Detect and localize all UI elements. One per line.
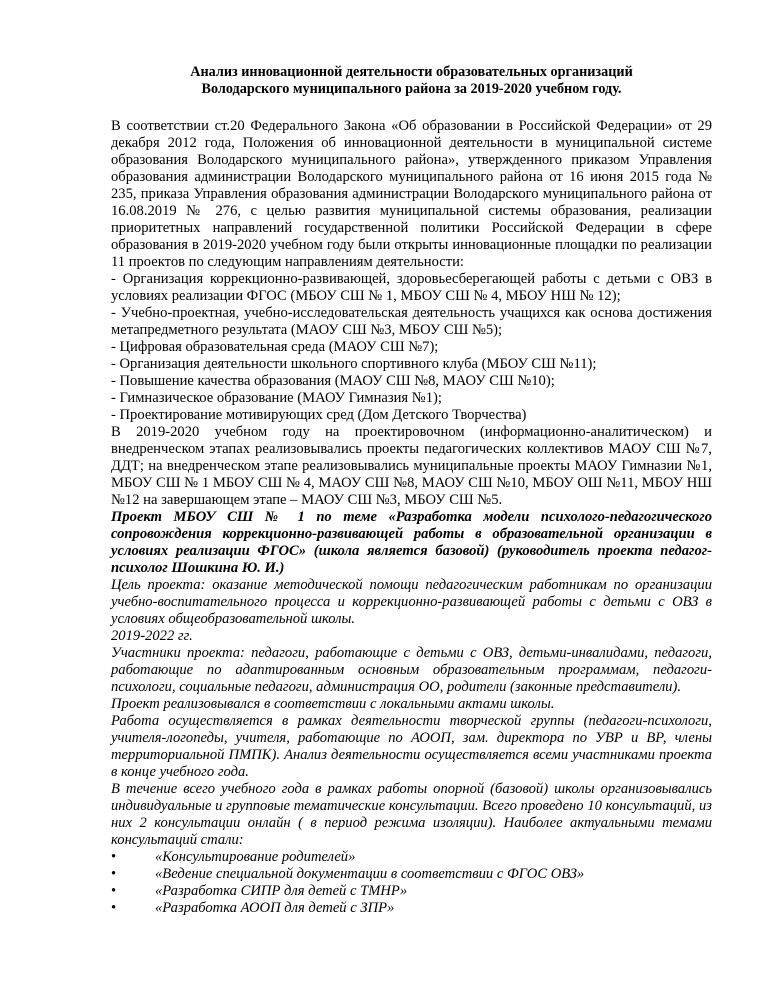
bullet-marker: • [111,883,117,899]
document-body [111,118,712,849]
title-line-2: Володарского муниципального района за 2019-2020 учебном году. [201,81,622,97]
list-item-text: «Разработка АООП для детей с ЗПР» [155,900,395,916]
list-item [111,849,712,866]
list-item [111,900,712,917]
list-item-text: «Консультирование родителей» [155,849,356,865]
list-item [111,866,712,883]
paragraph: В 2019-2020 учебном году на проектировочном (информационно-аналитическом) и внедренческом этапах реализовывались проекты педагогических коллективов МАОУ СШ №7, ДДТ; на внедренческом этапе реализовывались муниципальные проекты МАОУ Гимназии №1, МБОУ СШ № 1 МБОУ СШ № 4, МАОУ СШ №8, МАОУ СШ №10, МБОУ ОШ №11, МБОУ НШ №12 на завершающем этапе – МАОУ СШ №3, МБОУ СШ №5. [111,424,712,508]
paragraph: Проект реализовывался в соответствии с локальными актами школы. [111,696,555,712]
paragraph: Проект МБОУ СШ № 1 по теме «Разработка модели психолого-педагогического сопровождения коррекционно-развивающей работы в образовательной организации в условиях реализации ФГОС» (школа является базовой) (руководитель проекта педагог-психолог Шошкина Ю. И.) [111,509,712,576]
paragraph: - Организация деятельности школьного спортивного клуба (МБОУ СШ №11); [111,356,597,372]
list-item-text: «Разработка СИПР для детей с ТМНР» [155,883,408,899]
paragraph: - Учебно-проектная, учебно-исследовательская деятельность учащихся как основа достижения метапредметного результата (МАОУ СШ №3, МБОУ СШ №5); [111,305,712,338]
paragraph: - Цифровая образовательная среда (МАОУ СШ №7); [111,339,439,355]
list-item [111,883,712,900]
paragraph: Работа осуществляется в рамках деятельности творческой группы (педагоги-психологи, учителя-логопеды, учителя, работающие по АООП, зам. директора по УВР и ВР, члены территориальной ПМПК). Анализ деятельности осуществляется всеми участниками проекта в конце учебного года. [111,713,712,780]
paragraph: - Повышение качества образования (МАОУ СШ №8, МАОУ СШ №10); [111,373,555,389]
paragraph: 2019-2022 гг. [111,628,193,644]
paragraph: Участники проекта: педагоги, работающие с детьми с ОВЗ, детьми-инвалидами, педагоги, работающие по адаптированным основным образовательным программам, педагоги-психологи, социальные педагоги, администрация ОО, родители (законные представители). [111,645,712,695]
bullet-marker: • [111,849,117,865]
bullet-marker: • [111,900,117,916]
paragraph: - Проектирование мотивирующих сред (Дом Детского Творчества) [111,407,527,423]
consultation-topics-list [111,849,712,917]
paragraph: В течение всего учебного года в рамках работы опорной (базовой) школы организовывались индивидуальные и групповые тематические консультации. Всего проведено 10 консультаций, из них 2 консультации онлайн ( в период режима изоляции). Наиболее актуальными темами консультаций стали: [111,781,712,848]
title-line-1: Анализ инновационной деятельности образовательных организаций [190,64,633,80]
paragraph: - Организация коррекционно-развивающей, здоровьесберегающей работы с детьми с ОВЗ в условиях реализации ФГОС (МБОУ СШ № 1, МБОУ СШ № 4, МБОУ НШ № 12); [111,271,712,304]
list-item-text: «Ведение специальной документации в соответствии с ФГОС ОВЗ» [155,866,585,882]
paragraph: В соответствии ст.20 Федерального Закона «Об образовании в Российской Федерации» от 29 декабря 2012 года, Положения об инновационной деятельности в муниципальной системе образования Володарского муниципального района», утвержденного приказом Управления образования администрации Володарского муниципального района от 16 июня 2015 года № 235, приказа Управления образования администрации Володарского муниципального района от 16.08.2019 № 276, с целью развития муниципальной системы образования, реализации приоритетных направлений государственной политики Российской Федерации в сфере образования в 2019-2020 учебном году были открыты инновационные площадки по реализации 11 проектов по следующим направлениям деятельности: [111,118,712,270]
paragraph: - Гимназическое образование (МАОУ Гимназия №1); [111,390,442,406]
paragraph: Цель проекта: оказание методической помощи педагогическим работникам по организации учебно-воспитательного процесса и коррекционно-развивающей работы с детьми с ОВЗ в условиях общеобразовательной школы. [111,577,712,627]
bullet-marker: • [111,866,117,882]
document-title [111,64,712,98]
